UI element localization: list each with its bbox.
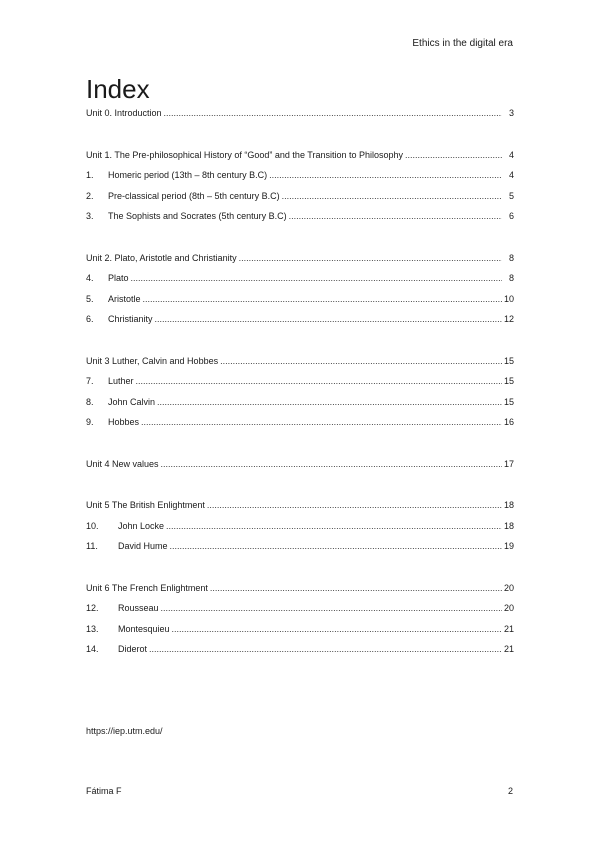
toc-entry-title: Montesquieu (118, 623, 170, 634)
toc-dot-leader (405, 150, 502, 160)
toc-entry[interactable] (86, 191, 514, 212)
toc-entry-number: 3. (86, 211, 94, 221)
toc-entry[interactable] (86, 108, 514, 129)
footer-author: Fátima F (86, 786, 122, 796)
toc-entry-title: Diderot (118, 644, 148, 654)
toc-entry-number: 14. (86, 644, 99, 654)
toc-entry-page: 5 (508, 190, 514, 201)
toc-dot-leader (220, 356, 502, 366)
toc-entry[interactable] (86, 376, 514, 397)
toc-entry-number: 13. (86, 623, 99, 634)
toc-dot-leader (172, 624, 502, 634)
toc-entry[interactable] (86, 459, 514, 480)
toc-entry-title: Plato (108, 273, 129, 283)
table-of-contents (86, 108, 514, 665)
toc-entry-page: 19 (503, 541, 514, 551)
toc-dot-leader (164, 108, 502, 118)
toc-entry-number: 9. (86, 417, 94, 427)
toc-entry-title: Rousseau (118, 603, 159, 613)
toc-entry[interactable] (86, 273, 514, 294)
toc-entry-title: Unit 1. The Pre-philosophical History of “Good” and the Transition to Philosophy (86, 149, 403, 160)
toc-entry-number: 11. (86, 541, 98, 551)
toc-entry-title: David Hume (118, 541, 168, 551)
toc-entry-page: 10 (503, 293, 514, 304)
toc-dot-leader (157, 397, 502, 407)
toc-entry-title: Unit 4 New values (86, 458, 159, 469)
toc-dot-leader (207, 500, 502, 510)
toc-entry-title: Homeric period (13th – 8th century B.C) (108, 170, 268, 180)
toc-entry[interactable] (86, 521, 514, 542)
toc-entry-page: 21 (503, 623, 514, 634)
toc-entry[interactable] (86, 541, 514, 562)
toc-entry[interactable] (86, 624, 514, 645)
toc-entry-page: 8 (508, 273, 514, 283)
toc-entry[interactable] (86, 150, 514, 171)
toc-entry-title: Unit 2. Plato, Aristotle and Christianity (86, 252, 237, 263)
toc-entry[interactable] (86, 253, 514, 274)
toc-entry-title: The Sophists and Socrates (5th century B.C) (108, 211, 287, 221)
toc-entry-page: 20 (503, 603, 514, 613)
toc-entry-page: 4 (508, 149, 514, 160)
toc-dot-leader (166, 521, 502, 531)
toc-entry-page: 16 (503, 417, 514, 427)
toc-entry-title: Aristotle (108, 293, 141, 304)
toc-dot-leader (131, 273, 502, 283)
toc-entry-page: 18 (503, 500, 514, 510)
toc-dot-leader (136, 376, 502, 386)
toc-dot-leader (143, 294, 502, 304)
toc-entry[interactable] (86, 603, 514, 624)
toc-entry-title: Unit 6 The French Enlightment (86, 582, 208, 593)
toc-entry[interactable] (86, 294, 514, 315)
toc-entry[interactable] (86, 500, 514, 521)
page-header: Ethics in the digital era (412, 38, 513, 49)
toc-entry-number: 6. (86, 314, 94, 324)
toc-entry-number: 7. (86, 376, 94, 386)
toc-entry[interactable] (86, 314, 514, 335)
toc-dot-leader (170, 541, 502, 551)
toc-entry-title: John Locke (118, 520, 165, 531)
toc-entry-page: 18 (503, 520, 514, 531)
toc-dot-leader (161, 459, 502, 469)
toc-entry[interactable] (86, 583, 514, 604)
reference-link[interactable]: https://iep.utm.edu/ (86, 726, 163, 736)
toc-entry[interactable] (86, 211, 514, 232)
toc-dot-leader (239, 253, 502, 263)
toc-entry-title: Unit 3 Luther, Calvin and Hobbes (86, 355, 219, 366)
toc-entry[interactable] (86, 644, 514, 665)
toc-dot-leader (282, 191, 502, 201)
toc-entry-number: 10. (86, 520, 99, 531)
toc-entry-page: 12 (503, 314, 514, 324)
toc-dot-leader (149, 644, 502, 654)
toc-entry-title: Luther (108, 376, 134, 386)
toc-entry-title: John Calvin (108, 396, 156, 407)
toc-entry-number: 2. (86, 190, 94, 201)
toc-entry-page: 3 (508, 108, 514, 118)
toc-entry-page: 6 (508, 211, 514, 221)
toc-entry-page: 15 (503, 355, 514, 366)
toc-entry-title: Pre-classical period (8th – 5th century B.C) (108, 190, 280, 201)
toc-entry-title: Christianity (108, 314, 153, 324)
toc-entry-number: 8. (86, 396, 94, 407)
toc-entry-number: 5. (86, 293, 94, 304)
toc-entry-title: Unit 5 The British Enlightment (86, 500, 205, 510)
footer-page-number: 2 (507, 786, 513, 796)
toc-entry-page: 4 (508, 170, 514, 180)
toc-entry-title: Hobbes (108, 417, 140, 427)
toc-entry[interactable] (86, 170, 514, 191)
toc-entry-page: 17 (503, 458, 514, 469)
page-title: Index (86, 74, 150, 104)
toc-entry[interactable] (86, 397, 514, 418)
toc-entry[interactable] (86, 417, 514, 438)
toc-entry-page: 15 (503, 396, 514, 407)
toc-entry-title: Unit 0. Introduction (86, 108, 162, 118)
toc-entry-number: 12. (86, 603, 99, 613)
toc-entry-page: 20 (503, 582, 514, 593)
toc-entry-page: 21 (503, 644, 514, 654)
toc-entry-page: 15 (503, 376, 514, 386)
toc-dot-leader (155, 314, 502, 324)
toc-dot-leader (269, 170, 502, 180)
toc-dot-leader (210, 583, 502, 593)
toc-entry-number: 1. (86, 170, 94, 180)
toc-entry-page: 8 (508, 252, 514, 263)
toc-dot-leader (141, 417, 502, 427)
toc-entry-number: 4. (86, 273, 94, 283)
toc-entry[interactable] (86, 356, 514, 377)
toc-dot-leader (161, 603, 502, 613)
toc-dot-leader (289, 211, 502, 221)
